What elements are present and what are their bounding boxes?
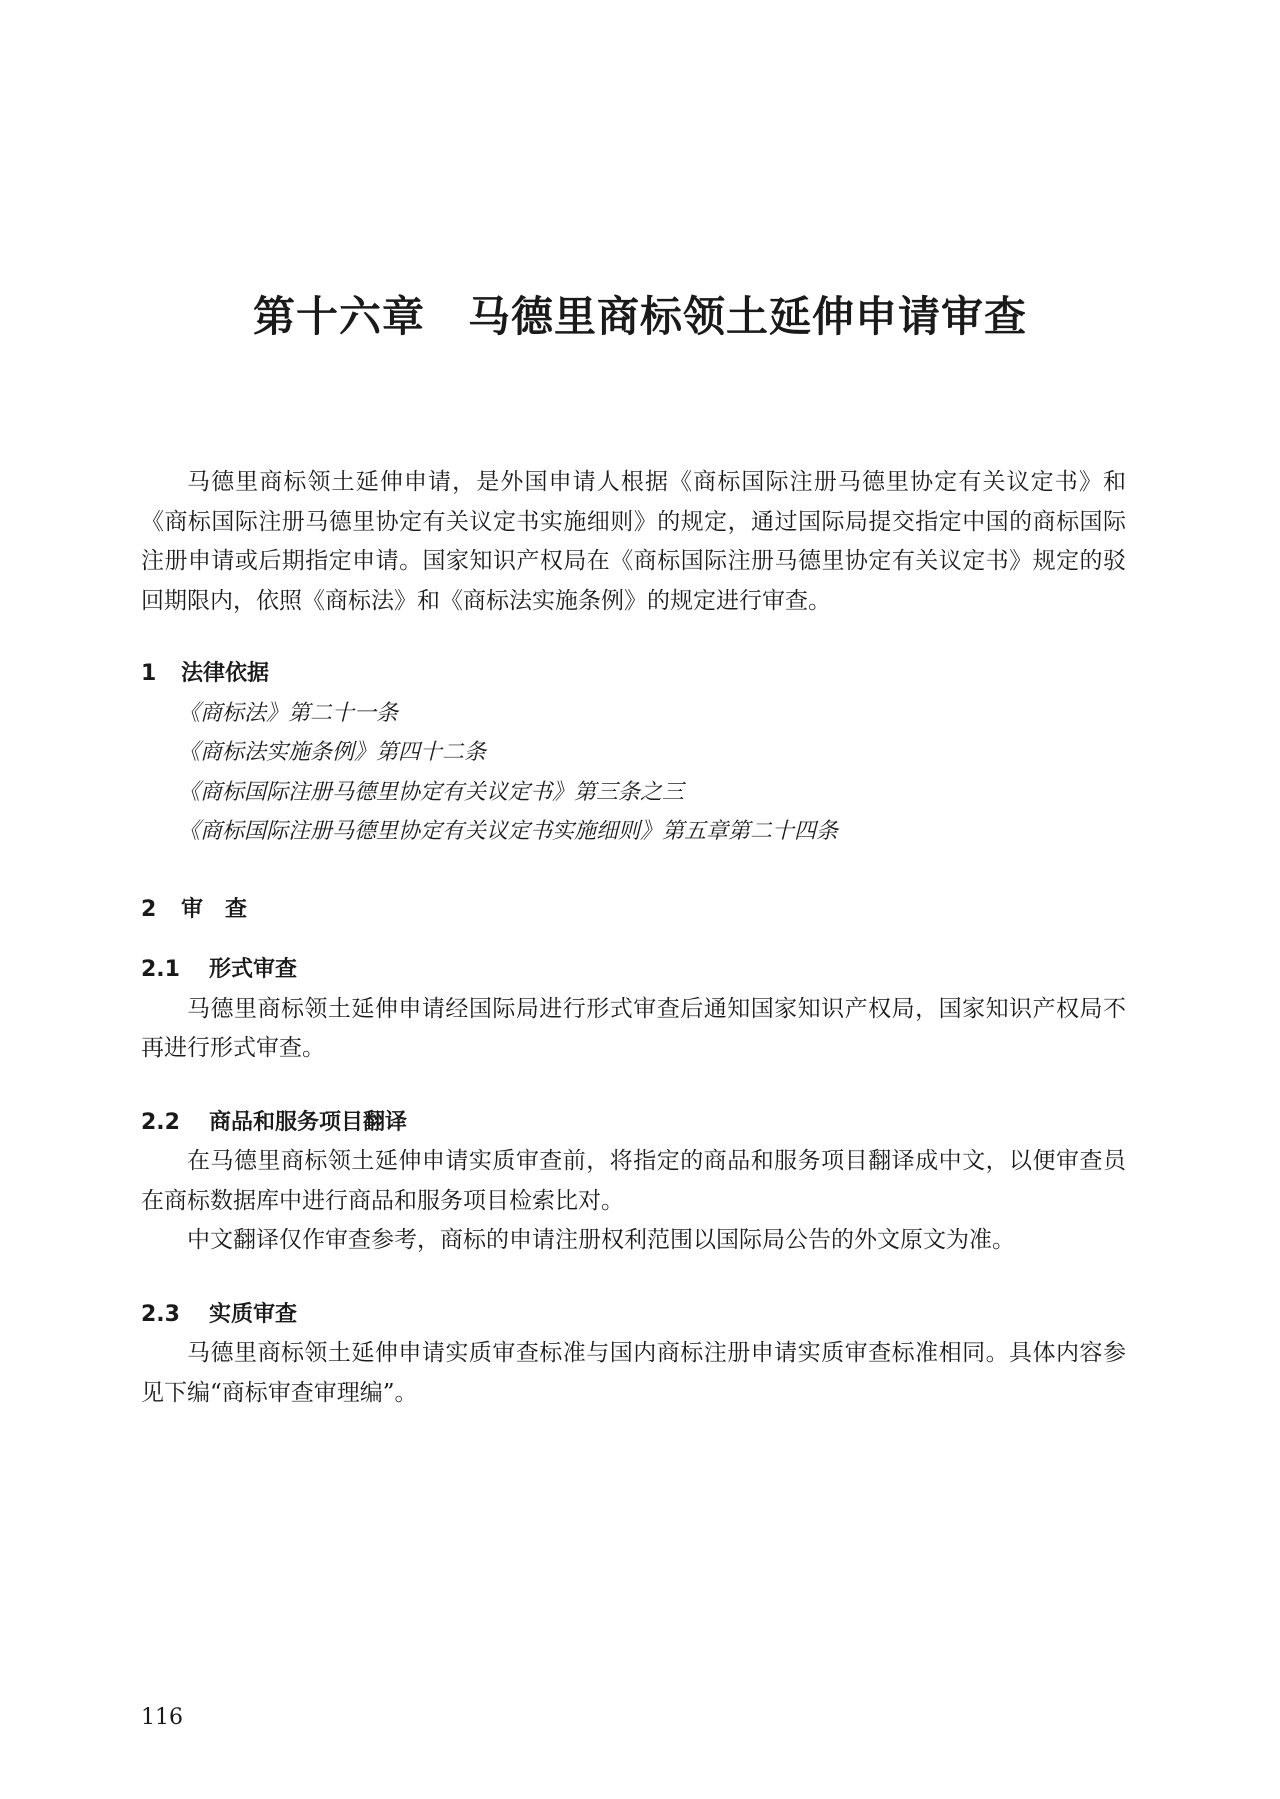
- law-basis-item: 《商标法实施条例》第四十二条: [178, 740, 487, 765]
- section-2-1-title: 形式审查: [209, 957, 298, 982]
- law-basis-item: 《商标法》第二十一条: [178, 700, 399, 726]
- spacer: [141, 621, 1126, 654]
- section-2-number: 2: [141, 896, 157, 922]
- section-2-1-heading: [141, 950, 1126, 990]
- section-2-title: 审 查: [181, 896, 248, 922]
- law-basis-item: 《商标国际注册马德里协定有关议定书实施细则》第五章第二十四条: [178, 819, 839, 844]
- section-1-number: 1: [141, 661, 157, 686]
- section-1-title: 法律依据: [181, 661, 270, 686]
- law-basis-item: 《商标国际注册马德里协定有关议定书》第三条之三: [178, 779, 685, 805]
- page-number: 116: [141, 1705, 183, 1730]
- page-content: [141, 463, 1126, 1413]
- section-2-heading: [141, 890, 1126, 930]
- section-2-3-number: 2.3: [141, 1301, 180, 1327]
- spacer: [141, 929, 1126, 950]
- section-2-3-paragraph: 马德里商标领土延伸申请实质审查标准与国内商标注册申请实质审查标准相同。具体内容参见下编“商标审查审理编”。: [141, 1340, 1126, 1406]
- section-2-2-number: 2.2: [141, 1109, 180, 1135]
- section-2-2-heading: [141, 1103, 1126, 1143]
- spacer: [141, 1069, 1126, 1103]
- spacer: [141, 1261, 1126, 1295]
- section-2-2-title: 商品和服务项目翻译: [209, 1109, 408, 1135]
- spacer: [141, 852, 1126, 890]
- section-2-3-heading: [141, 1295, 1126, 1335]
- chapter-title: 第十六章 马德里商标领土延伸申请审查: [252, 292, 1027, 341]
- section-2-3-title: 实质审查: [209, 1301, 298, 1327]
- section-2-2-paragraph-1: 在马德里商标领土延伸申请实质审查前，将指定的商品和服务项目翻译成中文，以便审查员在商标数据库中进行商品和服务项目检索比对。: [141, 1148, 1126, 1214]
- section-1-heading: [141, 654, 1126, 694]
- section-2-1-paragraph: 马德里商标领土延伸申请经国际局进行形式审查后通知国家知识产权局，国家知识产权局不再进行形式审查。: [141, 995, 1126, 1061]
- intro-paragraph: 马德里商标领土延伸申请，是外国申请人根据《商标国际注册马德里协定有关议定书》和《商标国际注册马德里协定有关议定书实施细则》的规定，通过国际局提交指定中国的商标国际注册申请或后期指定申请。国家知识产权局在《商标国际注册马德里协定有关议定书》规定的驳回期限内，依照《商标法》和《商标法实施条例》的规定进行审查。: [141, 469, 1126, 614]
- section-2-1-number: 2.1: [141, 957, 180, 982]
- section-2-2-paragraph-2: 中文翻译仅作审查参考，商标的申请注册权利范围以国际局公告的外文原文为准。: [187, 1227, 1015, 1253]
